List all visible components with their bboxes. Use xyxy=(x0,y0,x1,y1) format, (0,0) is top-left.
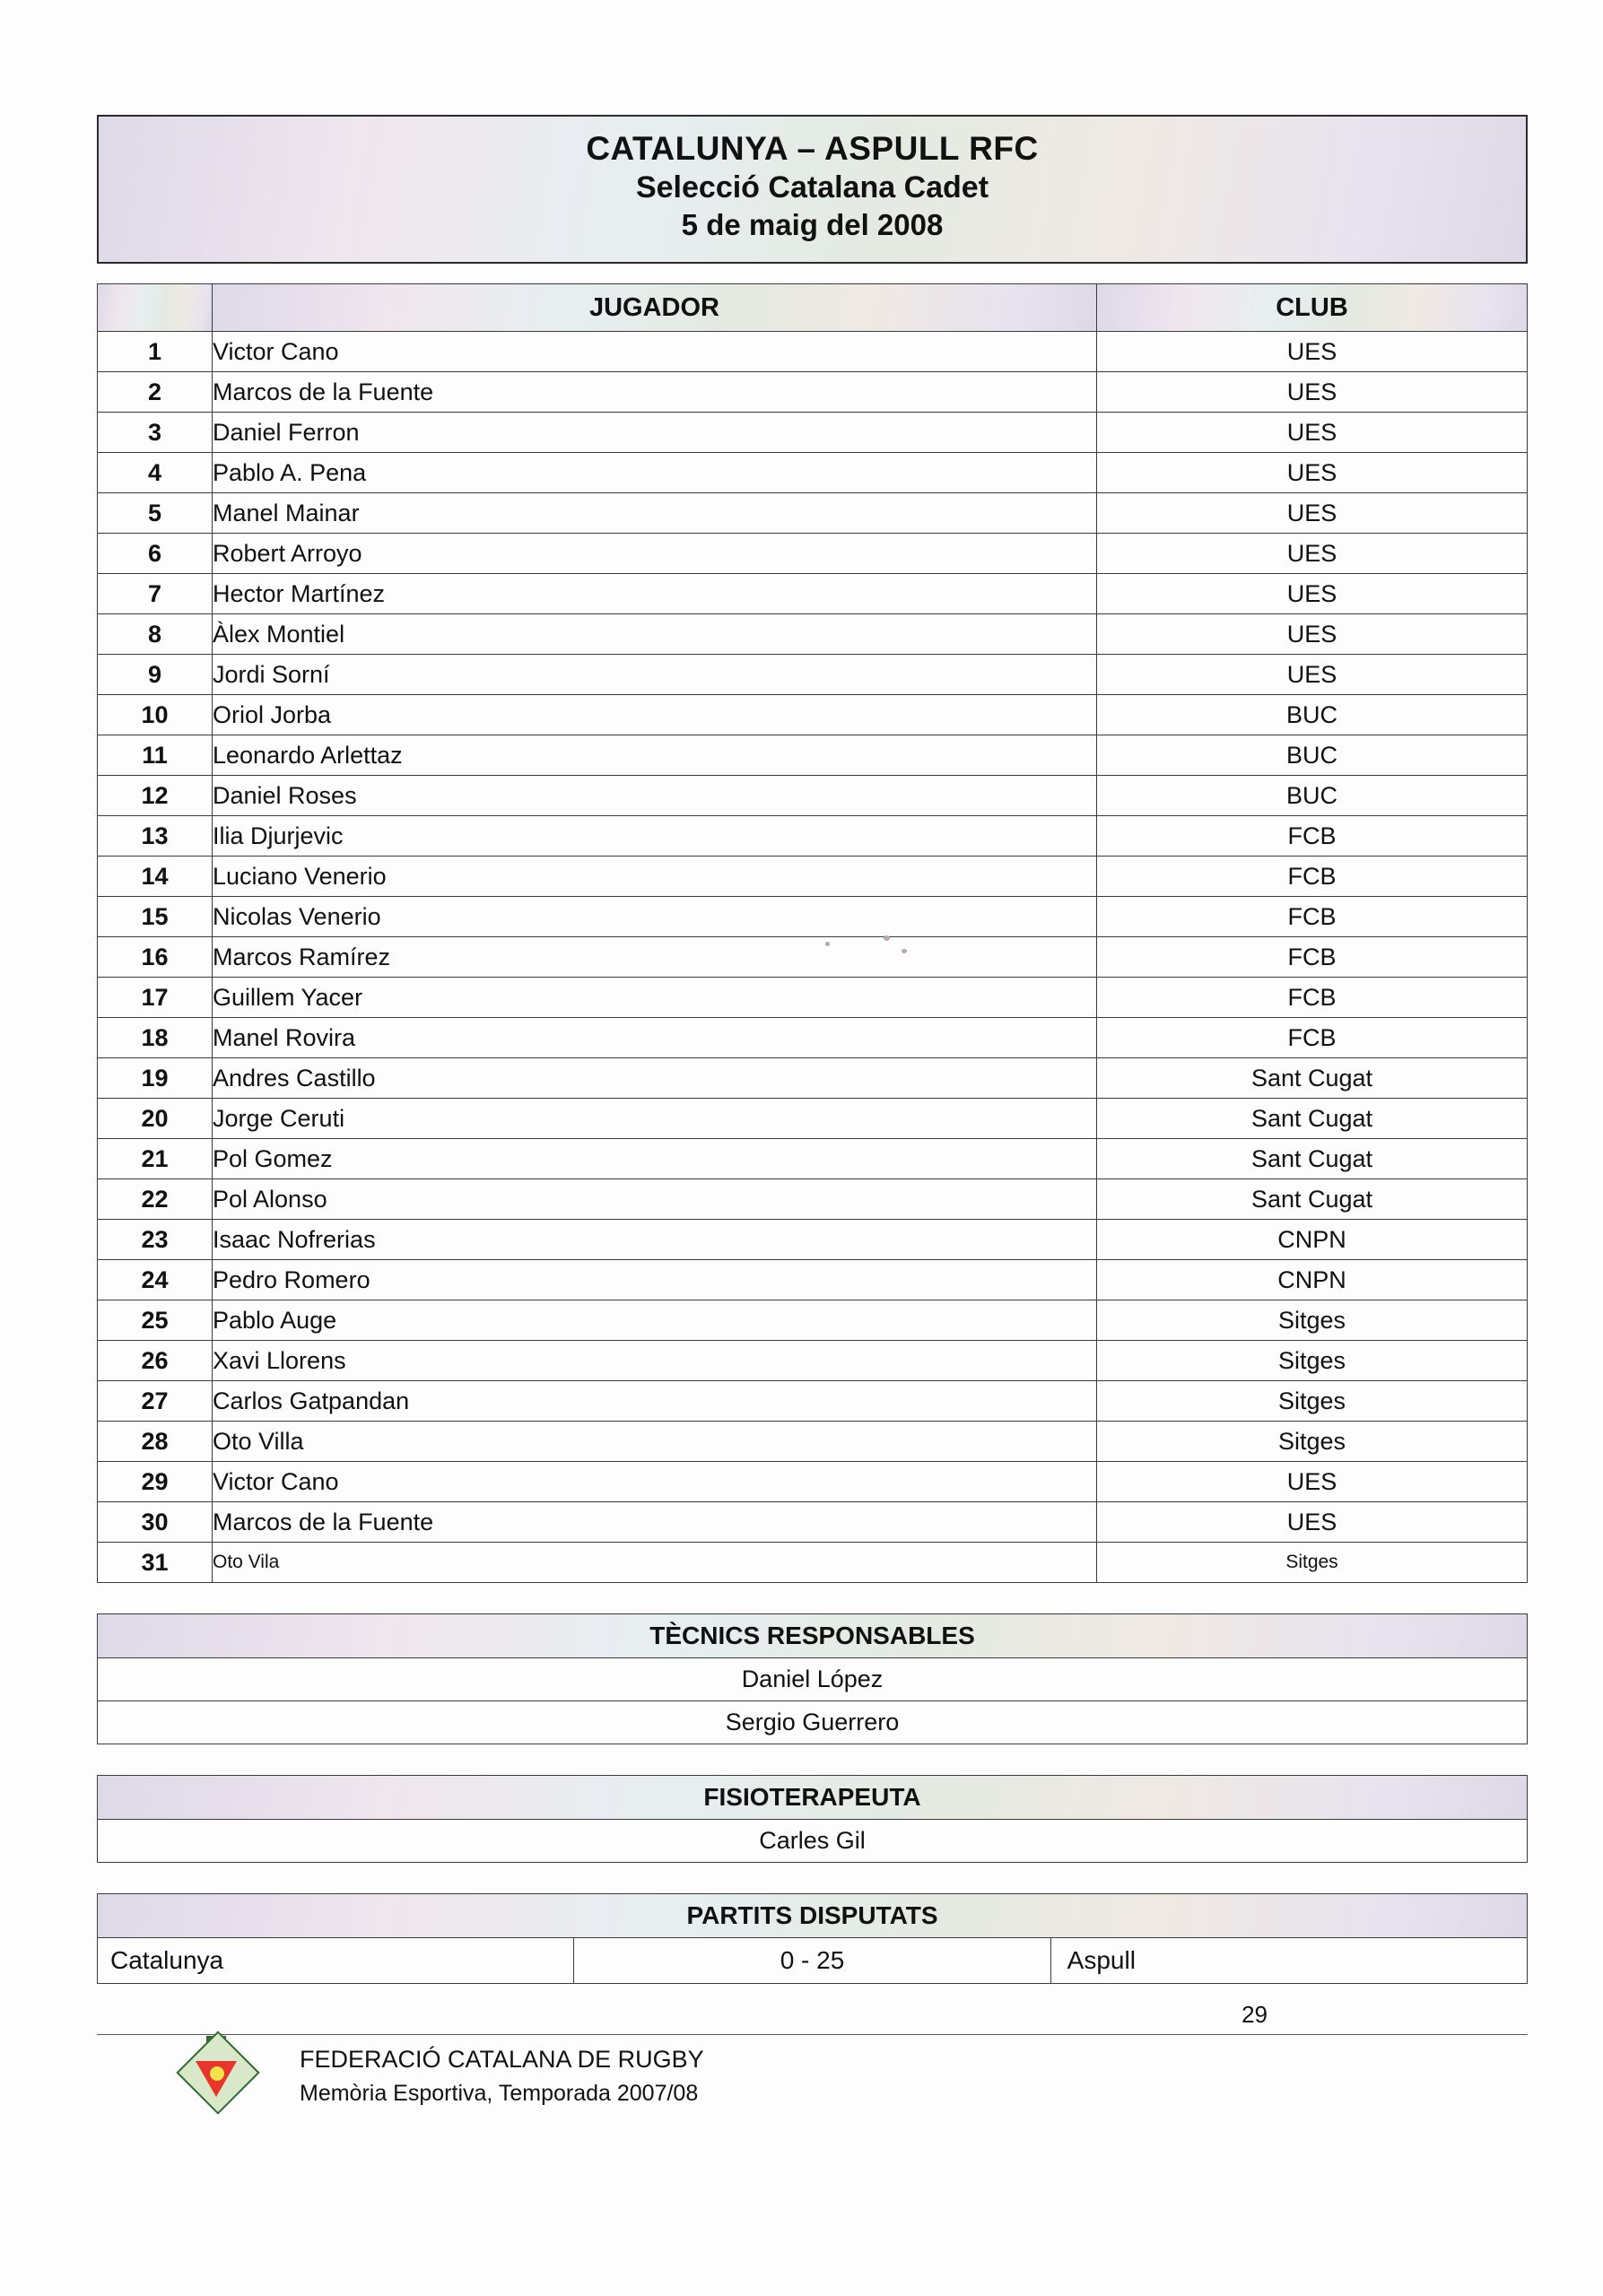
roster-table xyxy=(97,283,1528,1583)
partits-block xyxy=(97,1893,1528,1984)
scan-speck xyxy=(825,942,830,946)
fisioterapeuta-name: Carles Gil xyxy=(98,1820,1528,1863)
player-number: 18 xyxy=(98,1018,213,1058)
table-row xyxy=(98,1341,1528,1381)
player-name: Pablo A. Pena xyxy=(213,453,1097,493)
player-name: Oto Vila xyxy=(213,1543,1097,1583)
player-number: 9 xyxy=(98,655,213,695)
roster-header-row xyxy=(98,284,1528,332)
column-header-player: JUGADOR xyxy=(213,284,1097,332)
page-subtitle: Selecció Catalana Cadet xyxy=(635,170,989,204)
player-number: 13 xyxy=(98,816,213,857)
player-name: Àlex Montiel xyxy=(213,614,1097,655)
player-name: Luciano Venerio xyxy=(213,857,1097,897)
player-number: 4 xyxy=(98,453,213,493)
table-row xyxy=(98,776,1528,816)
table-row xyxy=(98,857,1528,897)
footer-organization: FEDERACIÓ CATALANA DE RUGBY xyxy=(300,2046,704,2074)
player-number: 23 xyxy=(98,1220,213,1260)
player-club: UES xyxy=(1097,372,1528,413)
tecnics-name: Daniel López xyxy=(98,1658,1528,1701)
player-club: Sitges xyxy=(1097,1422,1528,1462)
player-number: 8 xyxy=(98,614,213,655)
table-row xyxy=(98,1462,1528,1502)
player-name: Nicolas Venerio xyxy=(213,897,1097,937)
player-club: Sitges xyxy=(1097,1300,1528,1341)
player-club: FCB xyxy=(1097,1018,1528,1058)
player-club: CNPN xyxy=(1097,1260,1528,1300)
player-name: Oriol Jorba xyxy=(213,695,1097,735)
player-name: Guillem Yacer xyxy=(213,978,1097,1018)
player-number: 7 xyxy=(98,574,213,614)
tecnics-table xyxy=(97,1613,1528,1744)
player-name: Hector Martínez xyxy=(213,574,1097,614)
player-number: 5 xyxy=(98,493,213,534)
table-row xyxy=(98,1179,1528,1220)
page-content xyxy=(97,115,1528,1984)
player-club: FCB xyxy=(1097,816,1528,857)
player-name: Marcos de la Fuente xyxy=(213,372,1097,413)
page-number: 29 xyxy=(1241,2001,1268,2028)
player-club: BUC xyxy=(1097,735,1528,776)
player-number: 1 xyxy=(98,332,213,372)
footer-divider xyxy=(97,2034,1528,2035)
player-name: Andres Castillo xyxy=(213,1058,1097,1099)
player-name: Xavi Llorens xyxy=(213,1341,1097,1381)
table-row xyxy=(98,1260,1528,1300)
match-away-team: Aspull xyxy=(1050,1938,1527,1984)
match-home-team: Catalunya xyxy=(98,1938,574,1984)
player-name: Carlos Gatpandan xyxy=(213,1381,1097,1422)
player-club: Sitges xyxy=(1097,1381,1528,1422)
player-number: 22 xyxy=(98,1179,213,1220)
player-name: Pablo Auge xyxy=(213,1300,1097,1341)
player-club: UES xyxy=(1097,413,1528,453)
player-number: 17 xyxy=(98,978,213,1018)
player-name: Manel Rovira xyxy=(213,1018,1097,1058)
player-club: UES xyxy=(1097,1462,1528,1502)
table-row xyxy=(98,1381,1528,1422)
table-row xyxy=(98,655,1528,695)
player-name: Marcos de la Fuente xyxy=(213,1502,1097,1543)
player-name: Jordi Sorní xyxy=(213,655,1097,695)
player-number: 25 xyxy=(98,1300,213,1341)
player-name: Daniel Ferron xyxy=(213,413,1097,453)
player-number: 19 xyxy=(98,1058,213,1099)
player-number: 12 xyxy=(98,776,213,816)
player-name: Marcos Ramírez xyxy=(213,937,1097,978)
player-number: 24 xyxy=(98,1260,213,1300)
footer-subtitle: Memòria Esportiva, Temporada 2007/08 xyxy=(300,2081,699,2107)
table-row xyxy=(98,695,1528,735)
player-club: UES xyxy=(1097,574,1528,614)
player-number: 3 xyxy=(98,413,213,453)
federation-crest-icon xyxy=(178,2038,260,2115)
table-row xyxy=(98,493,1528,534)
fisioterapeuta-title: FISIOTERAPEUTA xyxy=(98,1776,1528,1820)
table-row xyxy=(98,332,1528,372)
player-club: Sant Cugat xyxy=(1097,1099,1528,1139)
player-name: Jorge Ceruti xyxy=(213,1099,1097,1139)
player-name: Pol Gomez xyxy=(213,1139,1097,1179)
partits-title: PARTITS DISPUTATS xyxy=(98,1894,1528,1938)
fisioterapeuta-block xyxy=(97,1775,1528,1863)
player-name: Pedro Romero xyxy=(213,1260,1097,1300)
player-name: Isaac Nofrerias xyxy=(213,1220,1097,1260)
player-number: 10 xyxy=(98,695,213,735)
player-number: 15 xyxy=(98,897,213,937)
table-row xyxy=(98,1018,1528,1058)
player-number: 29 xyxy=(98,1462,213,1502)
table-row xyxy=(98,534,1528,574)
player-name: Pol Alonso xyxy=(213,1179,1097,1220)
partits-table xyxy=(97,1893,1528,1984)
player-number: 21 xyxy=(98,1139,213,1179)
player-name: Ilia Djurjevic xyxy=(213,816,1097,857)
page-date: 5 de maig del 2008 xyxy=(681,208,944,242)
player-club: UES xyxy=(1097,655,1528,695)
table-row xyxy=(98,413,1528,453)
player-club: Sant Cugat xyxy=(1097,1179,1528,1220)
table-row xyxy=(98,735,1528,776)
tecnics-name: Sergio Guerrero xyxy=(98,1701,1528,1744)
player-club: Sant Cugat xyxy=(1097,1058,1528,1099)
player-name: Victor Cano xyxy=(213,1462,1097,1502)
player-club: UES xyxy=(1097,332,1528,372)
player-number: 27 xyxy=(98,1381,213,1422)
table-row xyxy=(98,372,1528,413)
table-row xyxy=(98,937,1528,978)
player-number: 6 xyxy=(98,534,213,574)
column-header-club: CLUB xyxy=(1097,284,1528,332)
tecnics-title: TÈCNICS RESPONSABLES xyxy=(98,1614,1528,1658)
player-club: BUC xyxy=(1097,695,1528,735)
tecnics-block xyxy=(97,1613,1528,1744)
table-row xyxy=(98,1543,1528,1583)
player-club: FCB xyxy=(1097,978,1528,1018)
player-club: Sitges xyxy=(1097,1543,1528,1583)
player-name: Oto Villa xyxy=(213,1422,1097,1462)
player-number: 31 xyxy=(98,1543,213,1583)
player-club: UES xyxy=(1097,453,1528,493)
player-number: 20 xyxy=(98,1099,213,1139)
table-row xyxy=(98,1422,1528,1462)
page-footer xyxy=(97,2001,1528,2115)
player-club: Sitges xyxy=(1097,1341,1528,1381)
player-name: Victor Cano xyxy=(213,332,1097,372)
player-club: UES xyxy=(1097,493,1528,534)
table-row xyxy=(98,1502,1528,1543)
player-number: 26 xyxy=(98,1341,213,1381)
fisioterapeuta-table xyxy=(97,1775,1528,1863)
table-row xyxy=(98,614,1528,655)
player-number: 2 xyxy=(98,372,213,413)
table-row xyxy=(98,1139,1528,1179)
scan-speck xyxy=(902,949,907,953)
match-score: 0 - 25 xyxy=(574,1938,1050,1984)
match-row xyxy=(98,1938,1528,1984)
player-number: 14 xyxy=(98,857,213,897)
table-row xyxy=(98,453,1528,493)
table-row xyxy=(98,978,1528,1018)
player-club: UES xyxy=(1097,1502,1528,1543)
column-header-number xyxy=(98,284,213,332)
player-club: BUC xyxy=(1097,776,1528,816)
player-club: FCB xyxy=(1097,937,1528,978)
player-number: 16 xyxy=(98,937,213,978)
table-row xyxy=(98,816,1528,857)
player-club: UES xyxy=(1097,614,1528,655)
title-banner xyxy=(97,115,1528,264)
player-number: 28 xyxy=(98,1422,213,1462)
player-name: Daniel Roses xyxy=(213,776,1097,816)
table-row xyxy=(98,897,1528,937)
player-number: 30 xyxy=(98,1502,213,1543)
player-number: 11 xyxy=(98,735,213,776)
scan-speck xyxy=(884,935,890,941)
table-row xyxy=(98,1099,1528,1139)
player-name: Leonardo Arlettaz xyxy=(213,735,1097,776)
player-club: CNPN xyxy=(1097,1220,1528,1260)
player-club: FCB xyxy=(1097,857,1528,897)
table-row xyxy=(98,1058,1528,1099)
table-row xyxy=(98,574,1528,614)
page-title: CATALUNYA – ASPULL RFC xyxy=(586,130,1039,167)
table-row xyxy=(98,1300,1528,1341)
player-name: Manel Mainar xyxy=(213,493,1097,534)
player-club: UES xyxy=(1097,534,1528,574)
table-row xyxy=(98,1220,1528,1260)
player-name: Robert Arroyo xyxy=(213,534,1097,574)
player-club: Sant Cugat xyxy=(1097,1139,1528,1179)
player-club: FCB xyxy=(1097,897,1528,937)
